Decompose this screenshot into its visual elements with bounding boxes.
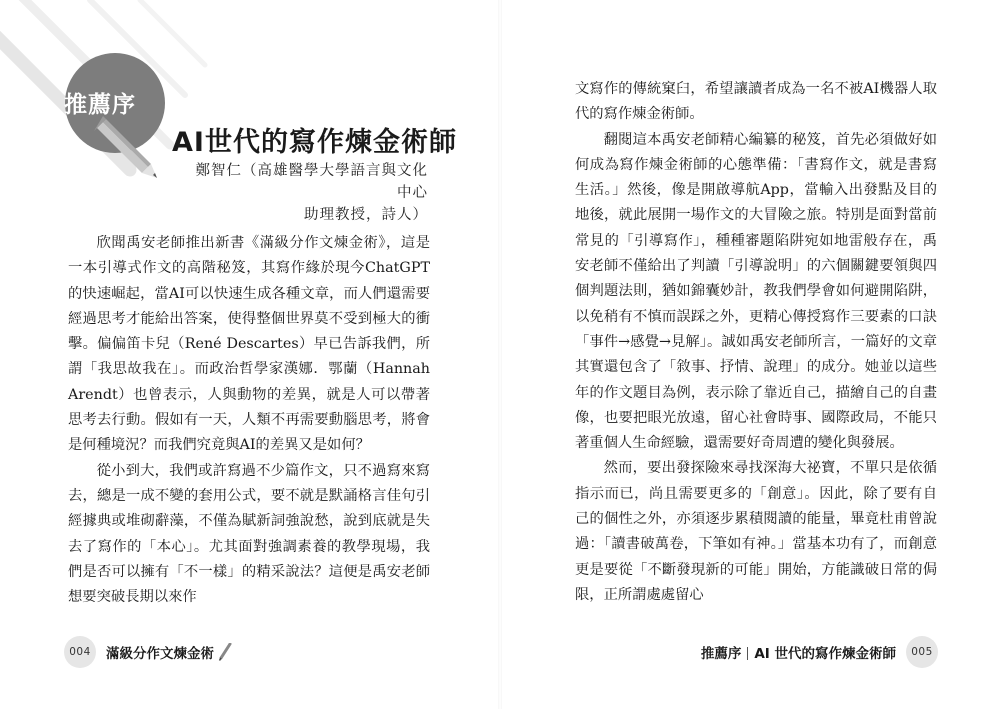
small-pencil-icon <box>218 643 232 661</box>
paragraph: 欣聞禹安老師推出新書《滿級分作文煉金術》，這是一本引導式作文的高階秘笈，其寫作緣於現今ChatGPT的快速崛起，當AI可以快速生成各種文章，而人們還需要經過思考才能給出答案，使得整個世界莫不受到極大的衝擊。偏偏笛卡兒（René Descartes）早已告訴我們，所謂「我思故我在」。而政治哲學家漢娜．鄂蘭（Hannah Arendt）也曾表示，人與動物的差異，就是人可以帶著思考去行動。假如有一天，人類不再需要動腦思考，將會是何種境況？而我們究竟與AI的差異又是如何？ <box>68 235 430 454</box>
footer-book-title: 滿級分作文煉金術 <box>106 646 214 662</box>
paragraph: 翻閱這本禹安老師精心編纂的秘笈，首先必須做好如何成為寫作煉金術師的心態準備：「書寫作文，就是書寫生活。」然後，像是開啟導航App，當輸入出發點及目的地後，就此展開一場作文的大冒險之旅。特別是面對當前常見的「引導寫作」，種種審題陷阱宛如地雷般存在，禹安老師不僅給出了判讀「引導說明」的六個關鍵要領與四個判題法則，猶如錦囊妙計，教我們學會如何避開陷阱，以免稍有不慎而誤踩之外，更精心傳授寫作三要素的口訣「事件→感覺→見解」。誠如禹安老師所言，一篇好的文章其實還包含了「敘事、抒情、說理」的成分。她並以這些年的作文題目為例，表示除了靠近自己，描繪自己的自畫像，也要把眼光放遠，留心社會時事、國際政局，不能只著重個人生命經驗，還需要好奇周遭的變化與發展。 <box>575 131 937 452</box>
paragraph: 然而，要出發探險來尋找深海大祕寶，不單只是依循指示而已，尚且需要更多的「創意」。因此，除了要有自己的個性之外，亦須逐步累積閱讀的能量，畢竟杜甫曾說過：「讀書破萬卷，下筆如有神。」當基本功有了，而創意更是要從「不斷發現新的可能」開始，方能識破日常的侷限，正所謂處處留心 <box>575 460 937 603</box>
right-body-text <box>575 77 937 608</box>
page-number-right: 005 <box>906 636 938 668</box>
author-line-1: 鄭智仁（高雄醫學大學語言與文化中心 <box>195 163 428 201</box>
right-footer <box>701 636 938 668</box>
left-footer <box>64 636 232 668</box>
continued-paragraph: 文寫作的傳統窠臼，希望讓讀者成為一名不被AI機器人取代的寫作煉金術師。 <box>575 81 937 123</box>
footer-chapter-title <box>701 642 896 662</box>
badge-label: 推薦序 <box>64 92 136 118</box>
paragraph: 從小到大，我們或許寫過不少篇作文，只不過寫來寫去，總是一成不變的套用公式，要不就是默誦格言佳句引經據典或堆砌辭藻，不僅為賦新詞強說愁，說到底就是失去了寫作的「本心」。尤其面對強調素養的教學現場，我們是否可以擁有「不一樣」的精采說法？這便是禹安老師想要突破長期以來作 <box>68 462 430 606</box>
author-credit <box>188 160 428 226</box>
left-body-text <box>68 231 430 610</box>
footer-section-label: 推薦序 <box>700 646 742 662</box>
footer-essay-title: AI 世代的寫作煉金術師 <box>754 646 896 662</box>
author-line-2: 助理教授，詩人） <box>304 207 428 223</box>
page-number-left: 004 <box>64 636 96 668</box>
chapter-title: AI世代的寫作煉金術師 <box>172 127 457 158</box>
footer-separator <box>747 647 748 660</box>
